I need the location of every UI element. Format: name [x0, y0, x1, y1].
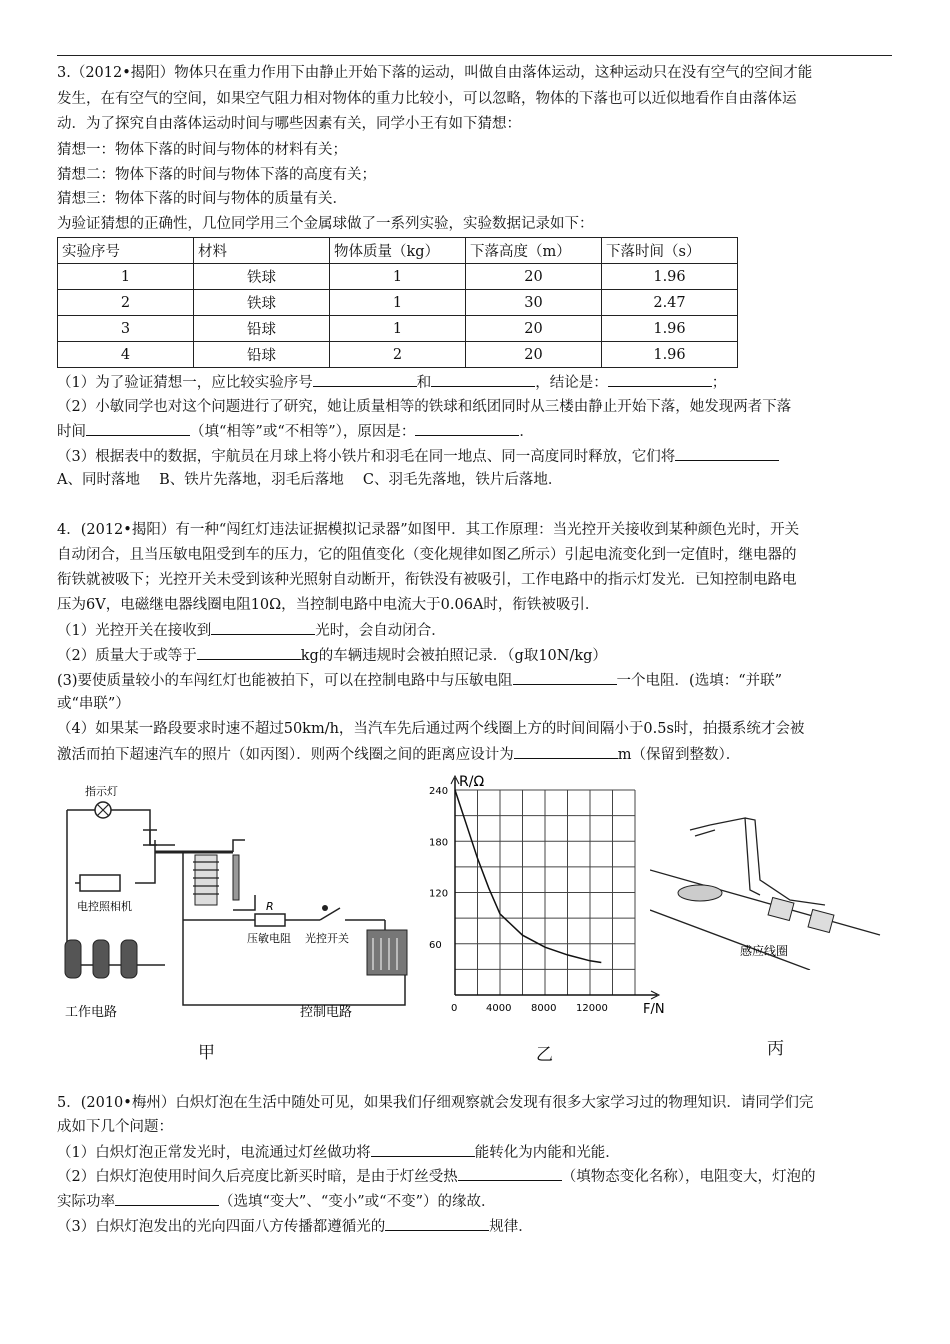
q3-p3-text: （3）根据表中的数据，宇航员在月球上将小铁片和羽毛在同一地点、同一高度同时释放，它们将 — [57, 449, 676, 465]
table-cell: 1 — [330, 264, 466, 290]
x-tick-label: 8000 — [531, 1003, 557, 1014]
camera-label: 电控照相机 — [77, 900, 132, 913]
table-cell: 铅球 — [194, 342, 330, 368]
q5-part-3 — [57, 1216, 533, 1237]
q3-intro: 为验证猜想的正确性，几位同学用三个金属球做了一系列实验，实验数据记录如下： — [57, 216, 594, 232]
control-battery-icon — [367, 930, 407, 975]
table-row — [58, 290, 738, 316]
x-tick-label: 0 — [451, 1003, 458, 1014]
table-cell: 1.96 — [602, 316, 738, 342]
table-header: 材料 — [194, 238, 330, 264]
answer-blank[interactable] — [608, 372, 712, 387]
q5-part-2b — [57, 1191, 495, 1212]
resistor-symbol: R — [266, 900, 274, 913]
table-cell: 1 — [330, 316, 466, 342]
q3-p1-end: ； — [711, 375, 727, 391]
q5-p1-end: 能转化为内能和光能． — [474, 1145, 620, 1161]
q5-p2-end: （选填“变大”、“变小”或“不变”）的缘故． — [219, 1194, 496, 1210]
q3-p2-end: ． — [519, 424, 534, 440]
q4-part-3c: 或“串联”） — [57, 696, 130, 712]
q3-p2-time: 时间 — [57, 424, 86, 440]
q3-guess-3: 猜想三：物体下落的时间与物体的质量有关． — [57, 191, 347, 207]
q5-line-1: 5．(2010•梅州）白炽灯泡在生活中随处可见，如果我们仔细观察就会发现有很多大家学习过的物理知识．请同学们完 — [57, 1095, 814, 1111]
q5-p2-text: （2）白炽灯泡使用时间久后亮度比新买时暗，是由于灯丝受热 — [57, 1169, 458, 1185]
table-cell: 20 — [466, 264, 602, 290]
q5-p2-mid: （填物态变化名称），电阻变大，灯泡的 — [561, 1169, 816, 1185]
coil-icon — [768, 897, 794, 920]
answer-blank[interactable] — [86, 421, 190, 436]
y-tick-label: 60 — [429, 939, 442, 951]
table-header: 下落高度（m） — [466, 238, 602, 264]
q3-part-2b — [57, 421, 534, 442]
car-icon — [678, 885, 722, 901]
table-header: 下落时间（s） — [602, 238, 738, 264]
table-cell: 4 — [58, 342, 194, 368]
answer-blank[interactable] — [415, 421, 519, 436]
coil-label: 感应线圈 — [740, 944, 789, 958]
q5-p2-power: 实际功率 — [57, 1194, 115, 1210]
q4-line-1: 4．(2012•揭阳）有一种“闯红灯违法证据模拟记录器”如图甲．其工作原理：当光控开关接收到某种颜色光时，开关 — [57, 522, 800, 538]
q4-p1-text: （1）光控开关在接收到 — [57, 623, 212, 639]
coil-icon — [808, 909, 834, 932]
q3-line-3: 动．为了探究自由落体运动时间与哪些因素有关，同学小王有如下猜想： — [57, 116, 521, 132]
table-cell: 2 — [58, 290, 194, 316]
q4-part-1 — [57, 620, 446, 641]
y-tick-label: 180 — [429, 837, 449, 849]
q3-options: A、同时落地 B、铁片先落地，羽毛后落地 C、羽毛先落地，铁片后落地． — [57, 472, 563, 488]
q5-p3-end: 规律． — [489, 1219, 533, 1235]
table-cell: 2 — [330, 342, 466, 368]
q3-part-3 — [57, 446, 779, 467]
answer-blank[interactable] — [458, 1166, 562, 1181]
q3-guess-1: 猜想一：物体下落的时间与物体的材料有关； — [57, 142, 347, 158]
x-tick-label: 4000 — [486, 1003, 512, 1014]
q3-line-2: 发生，在有空气的空间，如果空气阻力相对物体的重力比较小，可以忽略，物体的下落也可以近似地看作自由落体运 — [57, 91, 797, 107]
q4-p4-end: m（保留到整数）． — [617, 747, 741, 763]
pressure-resistor-icon — [255, 914, 285, 926]
camera-icon — [690, 825, 715, 836]
answer-blank[interactable] — [513, 670, 617, 685]
experiment-table — [57, 237, 738, 368]
table-cell: 铁球 — [194, 264, 330, 290]
table-cell: 30 — [466, 290, 602, 316]
q3-p2-reason: （填“相等”或“不相等”），原因是： — [190, 424, 416, 440]
x-axis-label: F/N — [643, 1002, 665, 1017]
q4-p3-mid: 一个电阻．(选填：“并联” — [616, 673, 783, 689]
answer-blank[interactable] — [197, 645, 301, 660]
table-cell: 3 — [58, 316, 194, 342]
answer-blank[interactable] — [514, 744, 618, 759]
answer-blank[interactable] — [431, 372, 535, 387]
q4-line-2: 自动闭合，且当压敏电阻受到车的压力，它的阻值变化（变化规律如图乙所示）引起电流变化到一定值时，继电器的 — [57, 547, 797, 563]
q4-part-4a: （4）如果某一路段要求时速不超过50km/h，当汽车先后通过两个线圈上方的时间间隔小于0.5s时，拍摄系统才会被 — [57, 721, 805, 737]
control-circuit-label: 控制电路 — [300, 1005, 353, 1020]
q4-part-3 — [57, 670, 782, 691]
figure-caption-bing: 丙 — [767, 1039, 784, 1059]
q3-line-1: 3.（2012•揭阳）物体只在重力作用下由静止开始下落的运动，叫做自由落体运动，这种运动只在没有空气的空间才能 — [57, 65, 813, 81]
q4-p3-text: (3)要使质量较小的车闯红灯也能被拍下，可以在控制电路中与压敏电阻 — [57, 673, 513, 689]
table-cell: 1 — [330, 290, 466, 316]
induction-coil-diagram — [650, 800, 890, 970]
y-tick-label: 240 — [429, 786, 449, 797]
q3-p1-text: （1）为了验证猜想一，应比较实验序号 — [57, 375, 313, 391]
table-header: 物体质量（kg） — [330, 238, 466, 264]
answer-blank[interactable] — [385, 1216, 489, 1231]
q5-part-1 — [57, 1142, 620, 1163]
answer-blank[interactable] — [211, 620, 315, 635]
answer-blank[interactable] — [115, 1191, 219, 1206]
q5-p3-text: （3）白炽灯泡发出的光向四面八方传播都遵循光的 — [57, 1219, 386, 1235]
q3-guess-2: 猜想二：物体下落的时间与物体下落的高度有关； — [57, 167, 376, 183]
table-row — [58, 316, 738, 342]
table-cell: 20 — [466, 316, 602, 342]
table-cell: 2.47 — [602, 290, 738, 316]
figure-caption-jia: 甲 — [198, 1043, 215, 1063]
table-cell: 1.96 — [602, 342, 738, 368]
work-circuit-label: 工作电路 — [65, 1005, 118, 1020]
answer-blank[interactable] — [675, 446, 779, 461]
table-cell: 20 — [466, 342, 602, 368]
x-tick-label: 12000 — [576, 1003, 608, 1014]
q3-p1-and: 和 — [416, 375, 432, 391]
answer-blank[interactable] — [313, 372, 417, 387]
table-row — [58, 264, 738, 290]
top-rule — [57, 55, 892, 56]
table-row — [58, 342, 738, 368]
table-cell: 1.96 — [602, 264, 738, 290]
q4-line-4: 压为6V，电磁继电器线圈电阻10Ω，当控制电路中电流大于0.06A时，衔铁被吸引． — [57, 597, 600, 613]
light-switch-label: 光控开关 — [305, 932, 349, 945]
answer-blank[interactable] — [371, 1142, 475, 1157]
resistance-force-chart — [425, 770, 675, 1025]
q4-p2-end: kg的车辆违规时会被拍照记录．（g取10N/kg） — [300, 648, 607, 664]
light-switch-icon — [322, 905, 328, 911]
table-cell: 铁球 — [194, 290, 330, 316]
q3-p1-conclusion: ，结论是： — [535, 375, 608, 391]
y-tick-label: 120 — [429, 888, 449, 900]
pressure-resistor-label: 压敏电阻 — [247, 932, 291, 945]
q4-p4-text: 激活而拍下超速汽车的照片（如丙图）．则两个线圈之间的距离应设计为 — [57, 747, 514, 763]
q5-part-2a — [57, 1166, 815, 1187]
q3-part-1 — [57, 372, 726, 393]
circuit-diagram — [55, 780, 415, 1025]
table-cell: 铅球 — [194, 316, 330, 342]
q4-part-2 — [57, 645, 607, 666]
figure-caption-yi: 乙 — [536, 1045, 553, 1065]
q5-p1-text: （1）白炽灯泡正常发光时，电流通过灯丝做功将 — [57, 1145, 371, 1161]
table-cell: 1 — [58, 264, 194, 290]
table-header: 实验序号 — [58, 238, 194, 264]
q3-part-2a: （2）小敏同学也对这个问题进行了研究，她让质量相等的铁球和纸团同时从三楼由静止开始下落，她发现两者下落 — [57, 399, 792, 415]
battery-icon — [65, 940, 137, 978]
y-axis-label: R/Ω — [459, 774, 485, 790]
q4-line-3: 衔铁就被吸下；光控开关未受到该种光照射自动断开，衔铁没有被吸引，工作电路中的指示灯发光．已知控制电路电 — [57, 572, 797, 588]
indicator-label: 指示灯 — [85, 785, 118, 798]
camera-box — [80, 875, 120, 891]
q4-p1-end: 光时，会自动闭合． — [315, 623, 446, 639]
q4-part-4b — [57, 744, 740, 765]
table-header-row — [58, 238, 738, 264]
q4-p2-text: （2）质量大于或等于 — [57, 648, 197, 664]
q5-line-2: 成如下几个问题： — [57, 1119, 173, 1135]
